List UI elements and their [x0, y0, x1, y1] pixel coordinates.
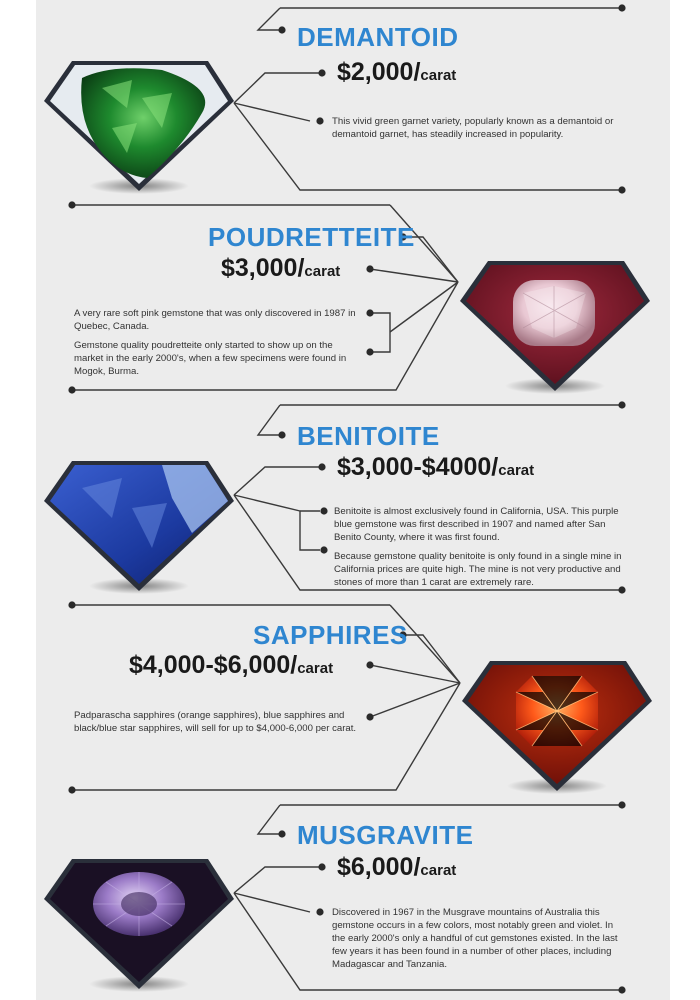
- gem-desc-poudretteite: [74, 307, 364, 384]
- desc-paragraph: Because gemstone quality benitoite is only found in a single mine in California prices are quite high. The mine is not very productive and stones of more than 1 carat are extremely rare.: [334, 551, 622, 588]
- desc-paragraph: This vivid green garnet variety, popularly known as a demantoid or demantoid garnet, has steadily increased in popularity.: [332, 116, 614, 140]
- price-unit: carat: [498, 462, 535, 479]
- price-value: $4,000-$6,000/: [129, 651, 298, 679]
- gem-image-demantoid: [42, 58, 236, 198]
- price-value: $2,000/: [337, 58, 421, 86]
- desc-paragraph: Gemstone quality poudretteite only started to show up on the market in the early 2000's, when a few specimens were found in Mogok, Burma.: [74, 340, 347, 377]
- price-unit: carat: [304, 263, 341, 280]
- gem-desc-demantoid: [332, 115, 628, 147]
- gem-desc-musgravite: [332, 906, 628, 977]
- desc-paragraph: Discovered in 1967 in the Musgrave mountains of Australia this gemstone occurs in a few colors, most notably green and violet. In the early 2000's only a handful of cut gemstones existed. In the last few years it has been found in a number of other places, including Madagascar and Tanzania.: [332, 907, 618, 970]
- desc-paragraph: Benitoite is almost exclusively found in California, USA. This purple blue gemstone was first described in 1907 and named after San Benito County, where it was first found.: [334, 506, 619, 543]
- gem-desc-sapphires: [74, 709, 364, 741]
- gem-name-poudretteite: POUDRETTEITE: [208, 222, 415, 252]
- gem-price-demantoid: [337, 60, 456, 85]
- gem-desc-benitoite: [334, 505, 624, 595]
- gem-price-sapphires: [129, 653, 333, 678]
- price-value: $3,000/: [221, 254, 305, 282]
- gem-image-benitoite: [42, 458, 236, 598]
- gem-name-musgravite: MUSGRAVITE: [297, 820, 474, 850]
- price-unit: carat: [297, 660, 334, 677]
- gem-name-benitoite: BENITOITE: [297, 421, 440, 451]
- gem-image-poudretteite: [458, 258, 652, 398]
- price-unit: carat: [420, 67, 457, 84]
- price-value: $6,000/: [337, 853, 421, 881]
- gem-price-poudretteite: [221, 256, 340, 281]
- price-value: $3,000-$4000/: [337, 453, 499, 481]
- gem-image-musgravite: [42, 856, 236, 996]
- gem-name-demantoid: DEMANTOID: [297, 22, 459, 52]
- gem-name-sapphires: SAPPHIRES: [253, 620, 408, 650]
- desc-paragraph: Padparascha sapphires (orange sapphires), blue sapphires and black/blue star sapphires, will sell for up to $4,000-6,000 per carat.: [74, 710, 357, 734]
- price-unit: carat: [420, 862, 457, 879]
- gem-price-benitoite: [337, 455, 534, 480]
- desc-paragraph: A very rare soft pink gemstone that was only discovered in 1987 in Quebec, Canada.: [74, 308, 356, 332]
- gem-price-musgravite: [337, 855, 456, 880]
- gem-image-sapphires: [460, 658, 654, 798]
